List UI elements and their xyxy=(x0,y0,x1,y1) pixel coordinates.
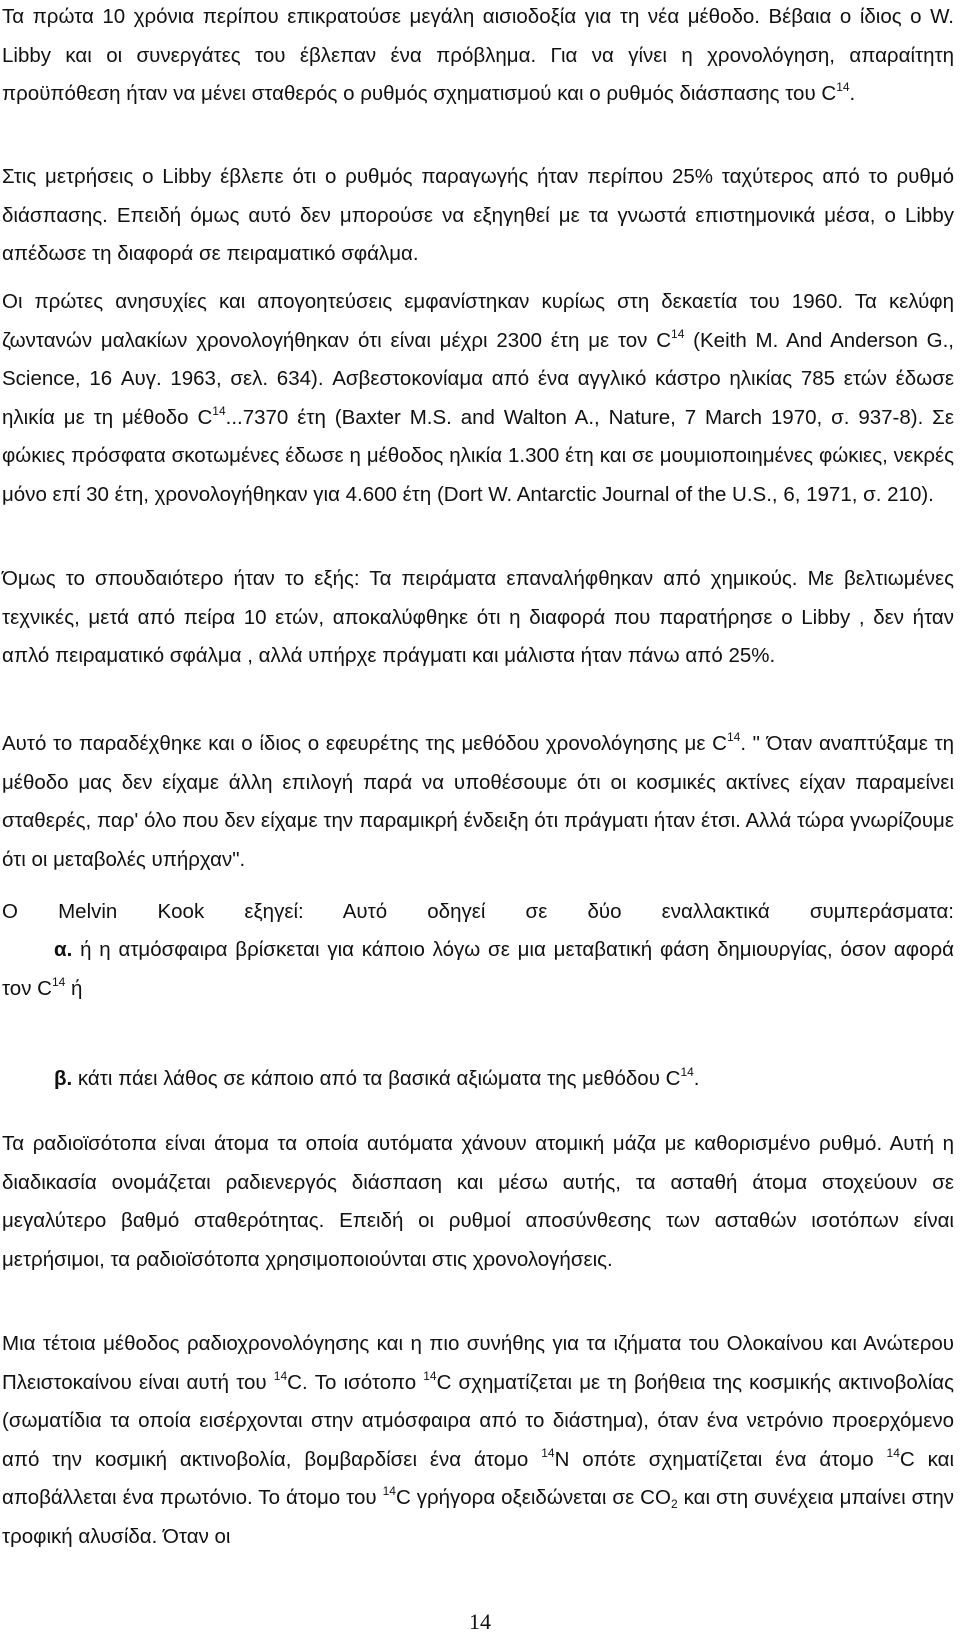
superscript-14: 14 xyxy=(51,974,66,989)
superscript-14: 14 xyxy=(423,1368,437,1383)
paragraph-9-text-g: και στη συνέχεια μπαίνει στην τροφική αλυσίδα. Όταν οι xyxy=(2,1486,954,1548)
option-b-marker: β. xyxy=(54,1067,73,1090)
paragraph-3 xyxy=(2,283,954,514)
paragraph-1-text: Τα πρώτα 10 χρόνια περίπου επικρατούσε μεγάλη αισιοδοξία για τη νέα μέθοδο. Βέβαια ο ίδιος ο W. Libby και οι συνεργάτες του έβλεπαν ένα πρόβλημα. Για να γίνει η χρονολόγηση, απαραίτητη προϋπόθεση ήταν να μένει σταθερός ο ρυθμός σχηματισμού και ο ρυθμός διάσπασης του C xyxy=(2,5,954,105)
option-b-text-end: . xyxy=(693,1067,700,1090)
paragraph-1 xyxy=(2,0,954,114)
paragraph-8: Τα ραδιοϊσότοπα είναι άτομα τα οποία αυτόματα χάνουν ατομική μάζα με καθορισμένο ρυθμό. Αυτή η διαδικασία ονομάζεται ραδιενεργός διάσπαση και μέσω αυτής, τα ασταθή άτομα στοχεύουν σε μεγαλύτερο βαθμό σταθερότητας. Επειδή οι ρυθμοί αποσύνθεσης των ασταθών ισοτόπων είναι μετρήσιμοι, τα ραδιοϊσότοπα χρησιμοποιούνται στις χρονολογήσεις. xyxy=(2,1132,954,1271)
paragraph-1-text-end: . xyxy=(849,82,856,105)
superscript-14: 14 xyxy=(726,730,741,744)
superscript-14: 14 xyxy=(836,80,850,94)
paragraph-9-text-c: C σχηματίζεται με τη βοήθεια της κοσμικής ακτινοβολίας (σωματίδια τα οποία εισέρχονται στην ατμόσφαιρα από το διάστημα), όταν ένα νετρόνιο προερχόμενο από την κοσμική ακτινοβολία, βομβαρδίσει ένα άτομο xyxy=(2,1370,954,1471)
option-a-text-end: ή xyxy=(65,976,83,1000)
paragraph-5 xyxy=(2,725,954,879)
superscript-14: 14 xyxy=(382,1484,396,1498)
paragraph-9-text-e: C και αποβάλλεται ένα πρωτόνιο. Το άτομο του xyxy=(2,1447,955,1509)
superscript-14: 14 xyxy=(273,1368,288,1383)
paragraph-9-text-f: C γρήγορα οξειδώνεται σε CO xyxy=(395,1486,671,1509)
superscript-14: 14 xyxy=(671,326,685,341)
superscript-14: 14 xyxy=(541,1445,555,1460)
paragraph-9 xyxy=(2,1325,954,1556)
paragraph-9-text-d: N οπότε σχηματίζεται ένα άτομο xyxy=(554,1447,887,1471)
paragraph-5-text-b: . " Όταν αναπτύξαμε τη μέθοδο μας δεν είχαμε άλλη επιλογή παρά να υποθέσουμε ότι οι κοσμικές ακτίνες είχαν παραμείνει σταθερές, παρ' όλο που δεν είχαμε την παραμικρή ένδειξη ότι πράγματι ήταν έτσι. Αλλά τώρα γνωρίζουμε ότι οι μεταβολές υπήρχαν". xyxy=(2,732,955,871)
paragraph-2: Στις μετρήσεις ο Libby έβλεπε ότι ο ρυθμός παραγωγής ήταν περίπου 25% ταχύτερος από το ρυθμό διάσπασης. Επειδή όμως αυτό δεν μπορούσε να εξηγηθεί με τα γνωστά επιστημονικά μέσα, ο Libby απέδωσε τη διαφορά σε πειραματικό σφάλμα. xyxy=(2,165,954,265)
paragraph-3-text-c: ...7370 έτη (Baxter M.S. and Walton A., Nature, 7 March 1970, σ. 937-8). Σε φώκιες πρόσφατα σκοτωμένες έδωσε η μέθοδος ηλικία 1.300 έτη και σε μουμιοποιημένες φώκιες, νεκρές μόνο επί 30 έτη, χρονολογήθηκαν για 4.600 έτη (Dort W. Antarctic Journal of the U.S., 6, 1971, σ. 210). xyxy=(2,405,954,506)
superscript-14: 14 xyxy=(212,403,226,418)
paragraph-9-text-a: Μια τέτοια μέθοδος ραδιοχρονολόγησης και η πιο συνήθης για τα ιζήματα του Ολοκαίνου και Ανώτερου Πλειστοκαίνου είναι αυτή του xyxy=(2,1332,954,1394)
subscript-2: 2 xyxy=(670,1497,678,1511)
paragraph-6-option-a xyxy=(2,931,954,1008)
superscript-14: 14 xyxy=(680,1065,694,1079)
option-b-text: κάτι πάει λάθος σε κάποιο από τα βασικά αξιώματα της μεθόδου C xyxy=(72,1067,681,1090)
option-a-text: ή η ατμόσφαιρα βρίσκεται για κάποιο λόγω σε μια μεταβατική φάση δημιουργίας, όσον αφορά τον C xyxy=(2,938,954,1000)
paragraph-4: Όμως το σπουδαιότερο ήταν το εξής: Τα πειράματα επαναλήφθηκαν από χημικούς. Με βελτιωμένες τεχνικές, μετά από πείρα 10 ετών, αποκαλύφθηκε ότι η διαφορά που παρατήρησε ο Libby , δεν ήταν απλό πειραματικό σφάλμα , αλλά υπήρχε πράγματι και μάλιστα ήταν πάνω από 25%. xyxy=(2,567,954,667)
paragraph-7-option-b xyxy=(2,1060,954,1099)
paragraph-9-text-b: C. Το ισότοπο xyxy=(287,1370,424,1394)
paragraph-6-intro: Ο Melvin Kook εξηγεί: Αυτό οδηγεί σε δύο εναλλακτικά συμπεράσματα: xyxy=(2,900,954,923)
paragraph-3-text-b: (Keith M. And Anderson G., Science, 16 Αυγ. 1963, σελ. 634). Ασβεστοκονίαμα από ένα αγγλικό κάστρο ηλικίας 785 ετών έδωσε ηλικία με τη μέθοδο C xyxy=(2,328,954,429)
option-a-marker: α. xyxy=(54,938,73,961)
page-number: 14 xyxy=(469,1609,491,1634)
superscript-14: 14 xyxy=(886,1445,900,1460)
paragraph-5-text-a: Αυτό το παραδέχθηκε και ο ίδιος ο εφευρέτης της μεθόδου χρονολόγησης με C xyxy=(2,732,727,755)
paragraph-3-text-a: Οι πρώτες ανησυχίες και απογοητεύσεις εμφανίστηκαν κυρίως στη δεκαετία του 1960. Τα κελύφη ζωντανών μαλακίων χρονολογήθηκαν ότι είναι μέχρι 2300 έτη με τον C xyxy=(2,290,954,352)
